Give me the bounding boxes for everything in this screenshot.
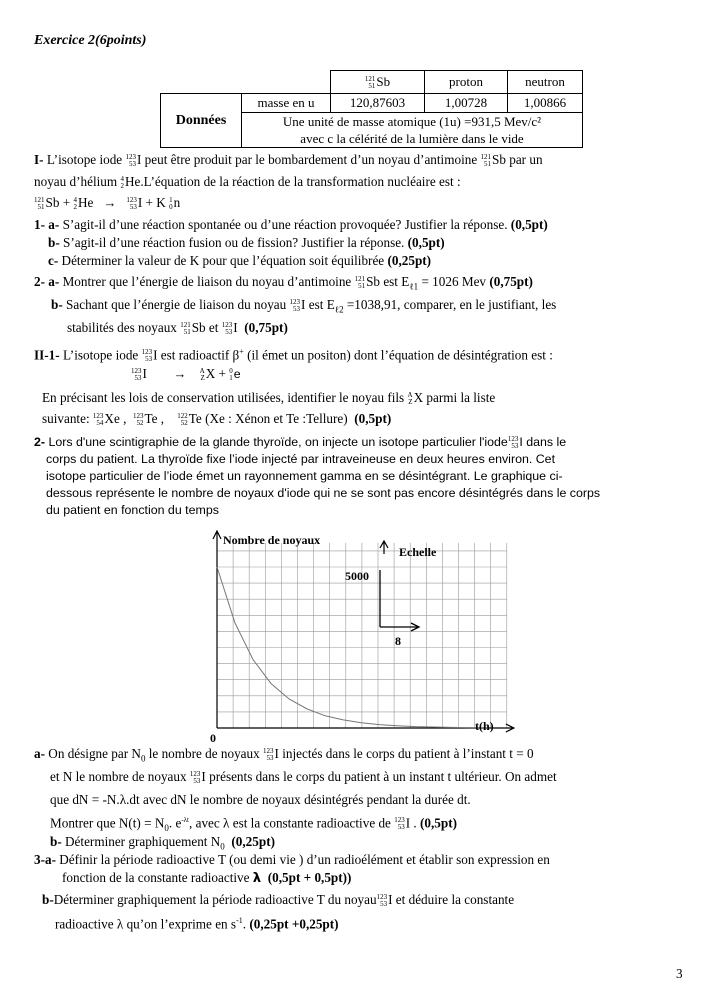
- nuclear-equation: 121 51 Sb + 4 2 He → 123 53 I + K 1 0 n: [34, 195, 181, 211]
- q3b: b-Déterminer graphiquement la période radioactive T du noyau 123 53 I et déduire la constante: [42, 892, 515, 908]
- y-axis-label: Nombre de noyaux: [223, 533, 321, 547]
- mass-sb: 120,87603: [331, 94, 425, 113]
- q3b-2: radioactive λ qu’on l’exprime en $s^{-1}$. (0,25pt +0,25pt): [55, 916, 339, 932]
- q2b: b- Sachant que l’énergie de liaison du noyau 123 53 I est $E_{\ell 2} =1038,91$, comparer, en le justifiant, les: [51, 297, 557, 315]
- decay-equation: 123 53 I → A Z X + 0 1 e: [131, 366, 241, 382]
- scale-indicator: [345, 541, 437, 648]
- q2b-2: stabilités des noyaux 121 51 Sb et 123 53 I (0,75pt): [67, 320, 288, 336]
- mass-row-label: masse en u: [242, 94, 331, 113]
- scale-y-value: 5000: [345, 569, 369, 583]
- part1-intro-2: noyau d’hélium 4 2 He.L’équation de la réaction de la transformation nucléaire est :: [34, 174, 461, 190]
- data-table: [160, 70, 583, 148]
- col-neutron: neutron: [508, 71, 583, 94]
- scale-x-value: 8: [395, 634, 401, 648]
- scale-x-bar: [380, 623, 419, 631]
- q1c: c- Déterminer la valeur de K pour que l’équation soit équilibrée (0,25pt): [48, 253, 432, 268]
- exercise-title: Exercice 2(6points): [34, 33, 147, 48]
- donnees-label: Données: [161, 94, 242, 148]
- q3a-2: fonction de la constante radioactive λ (0,5pt + 0,5pt)): [62, 870, 352, 886]
- uma-note-1: Une unité de masse atomique (1u) =931,5 Mev/c²: [242, 113, 583, 131]
- qa-line3: que dN = -N.λ.dt avec dN le nombre de noyaux désintégrés pendant la durée dt.: [50, 792, 471, 807]
- part2-q1-2: En précisant les lois de conservation utilisées, identifier le noyau fils A Z X parmi la liste: [42, 390, 496, 406]
- qb: b- Déterminer graphiquement $N_0$ (0,25pt): [50, 834, 275, 852]
- qa-line2: et N le nombre de noyaux 123 53 I présents dans le corps du patient à un instant t ultérieur. On admet: [50, 769, 557, 785]
- part2-q1-3: suivante: 123 54 Xe , 123 52 Te , 122 52 Te (Xe : Xénon et Te :Tellure) (0,5pt): [42, 411, 392, 427]
- qa-line1: a- On désigne par $N_0$ le nombre de noyaux 123 53 I injectés dans le corps du patient à l’instant t = 0: [34, 746, 534, 764]
- q1a: 1- a- S’agit-il d’une réaction spontanée ou d’une réaction provoquée? Justifier la réponse. (0,5pt): [34, 217, 548, 232]
- decay-chart: [205, 528, 515, 743]
- mass-neutron: 1,00866: [508, 94, 583, 113]
- origin-label: 0: [210, 731, 216, 743]
- mass-proton: 1,00728: [425, 94, 508, 113]
- x-axis-label: t(h): [475, 719, 494, 733]
- q1b: b- S’agit-il d’une réaction fusion ou de fission? Justifier la réponse. (0,5pt): [48, 235, 445, 250]
- part2-q2: 2- Lors d'une scintigraphie de la glande thyroïde, on injecte un isotope particulier l'iode 123 53 I dans le corps du patient. La thyroïde fixe l’iode injecté par intraveineuse en deux heures environ. Cet isotope particulier de l’iode émet un rayonnement gamma en se désintégrant. Le graphique ci- dessous représente le nombre de noyaux d'iode qui ne se sont pas encore désintégrés dans le corps du patient en fonction du temps: [34, 434, 601, 517]
- y-axis: [213, 531, 221, 728]
- uma-note-2: avec c la célérité de la lumière dans le vide: [242, 130, 583, 148]
- scale-arrow-up: [380, 541, 388, 554]
- part1-intro: I- L’isotope iode 123 53 I peut être produit par le bombardement d’un noyau d’antimoine 121 51 Sb par un: [34, 152, 543, 168]
- q3a: 3-a- Définir la période radioactive T (ou demi vie ) d’un radioélément et établir son expression en: [34, 852, 550, 867]
- qa-line4: Montrer que $N(t) = N_0$. $e^{-\lambda t}$, avec λ est la constante radioactive de 123 53 I . (0,5pt): [50, 815, 458, 834]
- col-proton: proton: [425, 71, 508, 94]
- col-sb: 121 51 Sb: [331, 71, 425, 94]
- page-number: 3: [676, 966, 683, 981]
- q2a: 2- a- Montrer que l’énergie de liaison du noyau d’antimoine 121 51 Sb est $E_{\ell 1} = 1026$ Mev (0,75pt): [34, 274, 533, 292]
- part2-q1: II-1- L’isotope iode 123 53 I est radioactif β+ (il émet un positon) dont l’équation de désintégration est :: [34, 347, 553, 364]
- scale-label: Echelle: [399, 545, 437, 559]
